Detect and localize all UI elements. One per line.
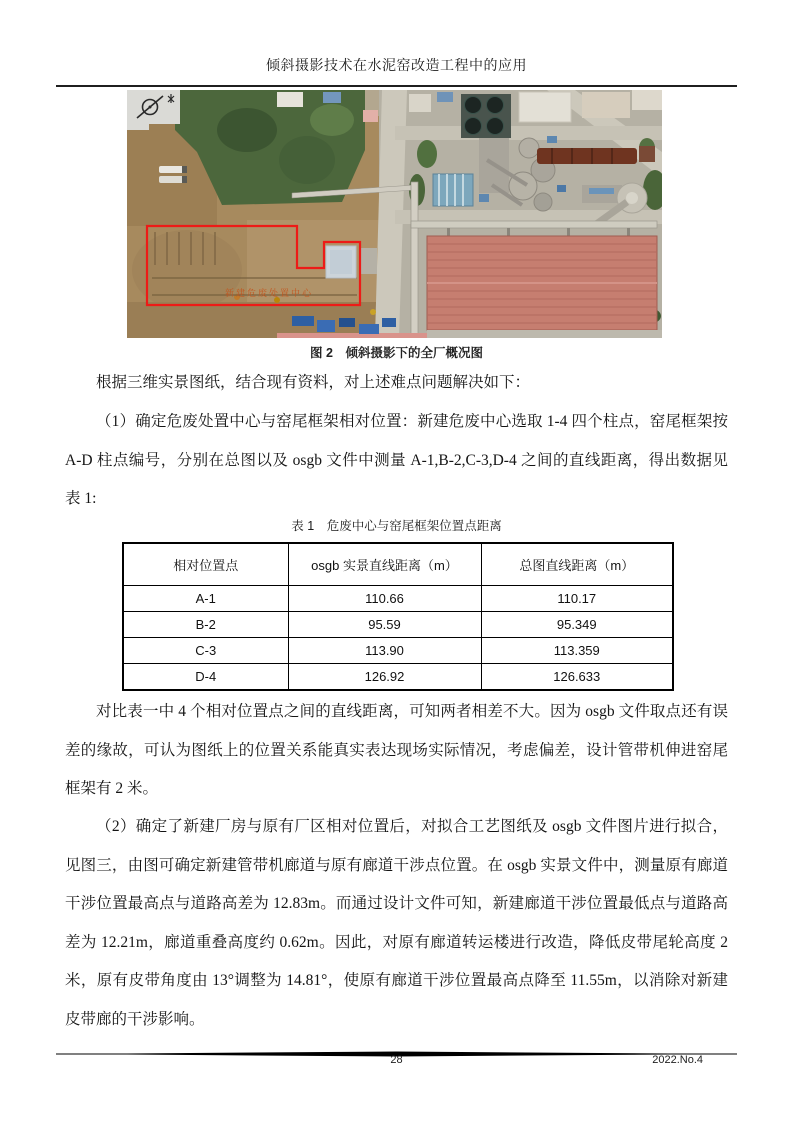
area-label: 新建危废处置中心 xyxy=(225,288,314,298)
table-cell: C-3 xyxy=(123,638,288,664)
table-row xyxy=(123,612,673,638)
issue-label: 2022.No.4 xyxy=(652,1054,703,1066)
column-header: 总图直线距离（m） xyxy=(481,543,673,586)
table-cell: B-2 xyxy=(123,612,288,638)
table-cell: 126.633 xyxy=(481,664,673,691)
page-number: 28 xyxy=(390,1054,403,1066)
cooling-fans xyxy=(461,94,511,138)
table-row xyxy=(123,664,673,691)
body-paragraph: （1）确定危废处置中心与窑尾框架相对位置：新建危废中心选取 1-4 四个柱点，窑尾框架按 A-D 柱点编号，分别在总图以及 osgb 文件中测量 A-1,B-2,C-3,D-4 之间的直线距离，得出数据见表 1: xyxy=(65,413,728,507)
table-cell: 95.59 xyxy=(288,612,481,638)
table-cell: 113.359 xyxy=(481,638,673,664)
north-compass-icon xyxy=(127,90,180,130)
body-paragraph: 根据三维实景图纸，结合现有资料，对上述难点问题解决如下： xyxy=(96,374,531,391)
column-header: osgb 实景直线距离（m） xyxy=(288,543,481,586)
concrete-pad xyxy=(326,246,377,278)
blue-ribbed-building xyxy=(433,174,473,206)
table-header-row xyxy=(123,543,673,586)
body-paragraph: （2）确定了新建厂房与原有厂区相对位置后，对拟合工艺图纸及 osgb 文件图片进行拟合，见图三，由图可确定新建管带机廊道与原有廊道干涉点位置。在 osgb 实景文件中，测量原有廊道干涉位置最高点与道路高差为 12.83m。而通过设计文件可知，新建廊道干涉位置最低点与道路高差为 12.21m，廊道重叠高度约 0.62m。因此，对原有廊道转运楼进行改造，降低皮带尾轮高度 2 米，原有皮带角度由 13°调整为 14.81°，使原有廊道干涉位置最高点降至 11.55m，以消除对新建皮带廊的干涉影响。 xyxy=(65,818,728,1028)
header-divider xyxy=(56,85,737,87)
table-row xyxy=(123,586,673,612)
body-paragraph: 对比表一中 4 个相对位置点之间的直线距离，可知两者相差不大。因为 osgb 文件取点还有误差的缘故，可认为图纸上的位置关系能真实表达现场实际情况，考虑偏差，设计管带机伸进窑尾框架有 2 米。 xyxy=(65,703,728,797)
table-cell: 113.90 xyxy=(288,638,481,664)
table-title: 表 1 危废中心与窑尾框架位置点距离 xyxy=(291,519,502,533)
table-cell: 110.17 xyxy=(481,586,673,612)
table-row xyxy=(123,638,673,664)
distance-table xyxy=(122,542,674,691)
aerial-photo xyxy=(127,90,662,338)
table-cell: 95.349 xyxy=(481,612,673,638)
table-cell: A-1 xyxy=(123,586,288,612)
table-cell: 110.66 xyxy=(288,586,481,612)
page-title: 倾斜摄影技术在水泥窑改造工程中的应用 xyxy=(266,59,527,74)
table-cell: D-4 xyxy=(123,664,288,691)
aerial-photo-figure xyxy=(127,90,662,338)
column-header: 相对位置点 xyxy=(123,543,288,586)
figure-caption: 图 2 倾斜摄影下的全厂概况图 xyxy=(310,346,483,360)
footer-divider xyxy=(56,1044,737,1050)
table-cell: 126.92 xyxy=(288,664,481,691)
